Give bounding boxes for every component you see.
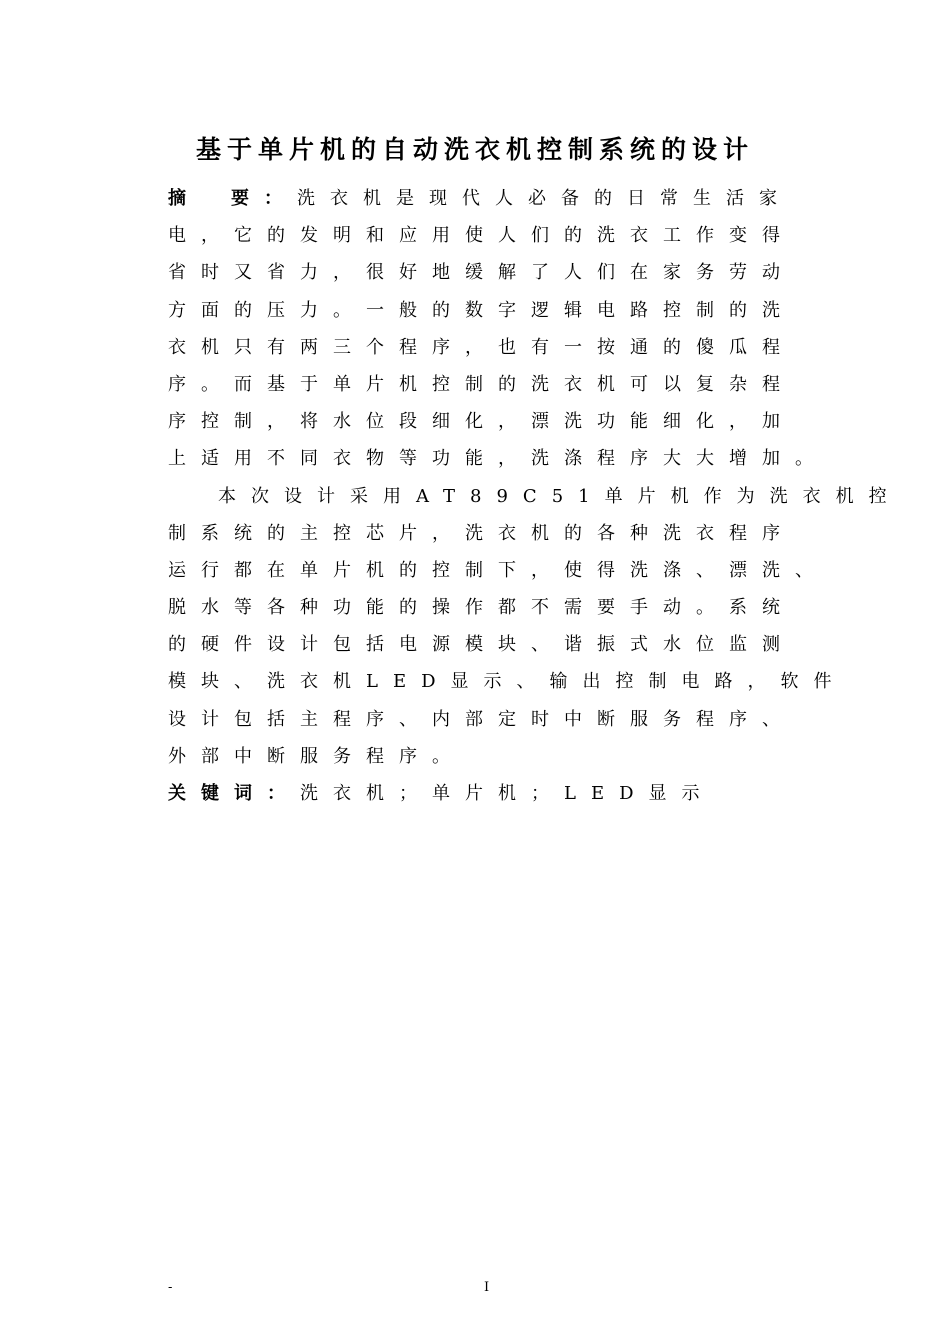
abstract-line-6: 序。而基于单片机控制的洗衣机可以复杂程	[168, 373, 795, 395]
abstract-label-char-2: 要：	[231, 188, 297, 209]
abstract-section	[168, 180, 902, 812]
abstract-line-10: 制系统的主控芯片，洗衣机的各种洗衣程序	[168, 522, 795, 544]
keywords-label: 关键词：	[168, 783, 300, 804]
abstract-line-3: 省时又省力，很好地缓解了人们在家务劳动	[168, 262, 795, 284]
keywords-line	[168, 775, 828, 812]
abstract-line-2: 电，它的发明和应用使人们的洗衣工作变得	[168, 225, 795, 247]
abstract-line-16: 外部中断服务程序。	[168, 745, 465, 767]
abstract-label-char-1: 摘	[168, 188, 201, 209]
abstract-line-14: 模块、洗衣机LED显示、输出控制电路，软件	[168, 671, 847, 693]
footer-left-mark: -	[168, 1280, 173, 1295]
abstract-line-8: 上适用不同衣物等功能，洗涤程序大大增加。	[168, 448, 828, 470]
abstract-line-12: 脱水等各种功能的操作都不需要手动。系统	[168, 597, 795, 619]
abstract-line-9: 本次设计采用AT89C51单片机作为洗衣机控	[218, 485, 902, 507]
abstract-text: 洗衣机是现代人必备的日常生活家	[297, 188, 792, 209]
abstract-line-11: 运行都在单片机的控制下，使得洗涤、漂洗、	[168, 559, 828, 581]
page-footer	[0, 1278, 950, 1298]
page-title: 基于单片机的自动洗衣机控制系统的设计	[195, 135, 754, 164]
abstract-line-15: 设计包括主程序、内部定时中断服务程序、	[168, 708, 795, 730]
abstract-line-5: 衣机只有两三个程序，也有一按通的傻瓜程	[168, 336, 795, 358]
keywords-value: 洗衣机；单片机；LED显示	[300, 783, 715, 804]
abstract-line-7: 序控制，将水位段细化，漂洗功能细化，加	[168, 411, 795, 433]
abstract-line-1	[168, 180, 828, 217]
abstract-line-4: 方面的压力。一般的数字逻辑电路控制的洗	[168, 299, 795, 321]
page-number: I	[484, 1280, 490, 1295]
abstract-line-13: 的硬件设计包括电源模块、谐振式水位监测	[168, 634, 795, 656]
abstract-label	[168, 188, 297, 209]
